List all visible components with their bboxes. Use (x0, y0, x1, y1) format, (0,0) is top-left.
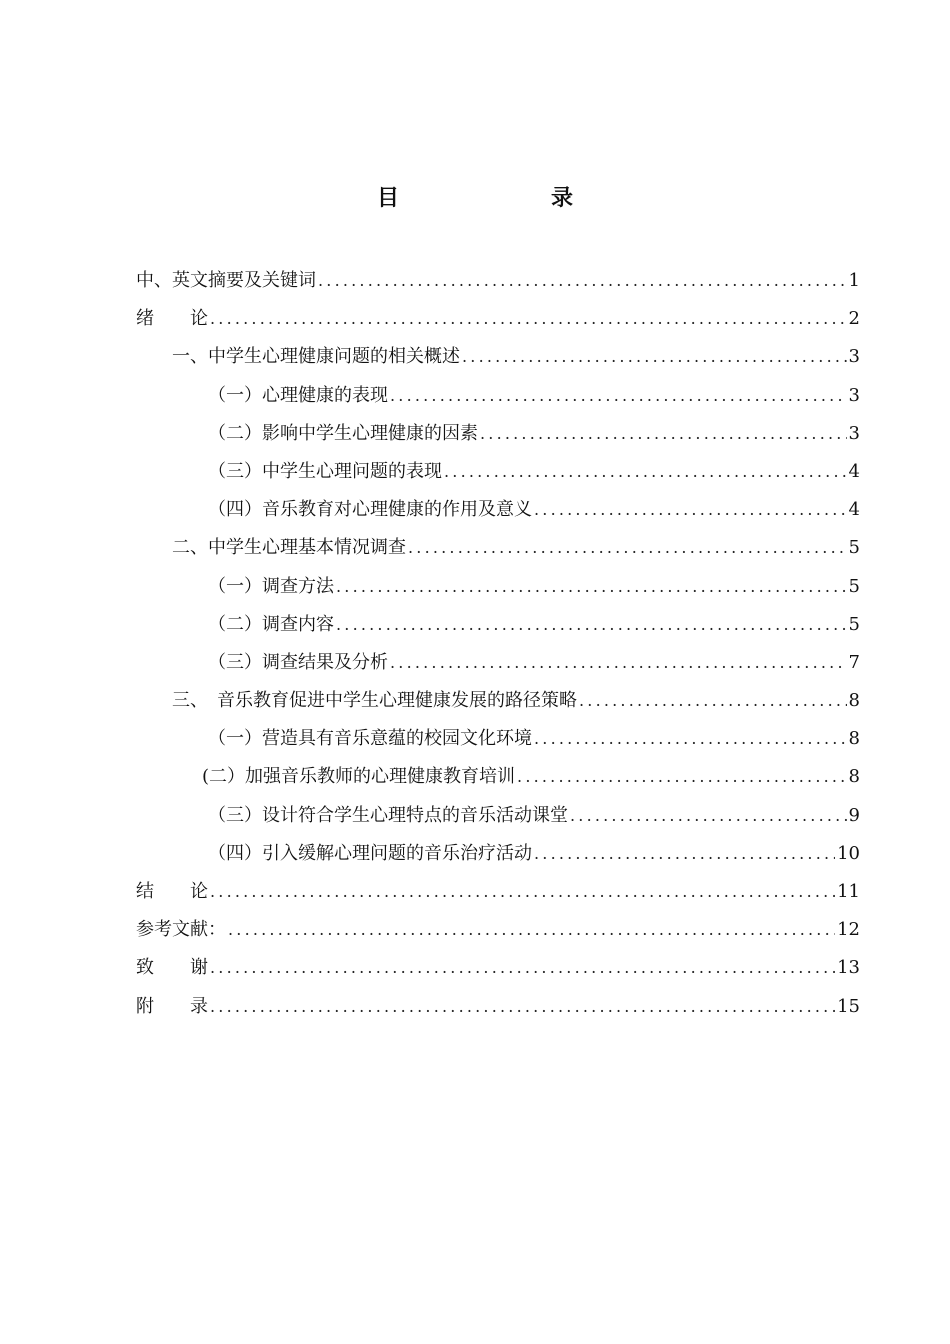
toc-entry[interactable] (136, 415, 860, 453)
toc-entry-page: 12 (837, 919, 860, 941)
toc-entry-page: 2 (848, 308, 860, 330)
toc-entry-label: （二）影响中学生心理健康的因素 (208, 422, 478, 444)
toc-leader-dots (517, 758, 847, 796)
toc-entry[interactable] (136, 720, 860, 758)
toc-entry-label: 一、中学生心理健康问题的相关概述 (172, 346, 460, 368)
toc-entry-page: 3 (848, 346, 860, 368)
toc-entry-page: 9 (848, 804, 860, 826)
toc-leader-dots (210, 988, 835, 1026)
toc-entry[interactable] (136, 949, 860, 987)
toc-entry[interactable] (136, 911, 860, 949)
toc-entry-page: 8 (848, 690, 860, 712)
toc-entry[interactable] (136, 377, 860, 415)
toc-leader-dots (210, 949, 835, 987)
toc-entry[interactable] (136, 300, 860, 338)
toc-entry[interactable] (136, 758, 860, 796)
toc-entry[interactable] (136, 644, 860, 682)
toc-entry-page: 13 (837, 957, 860, 979)
toc-entry-label: （三）中学生心理问题的表现 (208, 460, 442, 482)
toc-entry-page: 15 (837, 995, 860, 1017)
toc-entry-label: （一）营造具有音乐意蕴的校园文化环境 (208, 728, 532, 750)
toc-entry-page: 5 (848, 613, 860, 635)
toc-leader-dots (390, 644, 847, 682)
toc-entry-page: 3 (848, 422, 860, 444)
toc-entry-label: （二）调查内容 (208, 613, 334, 635)
toc-leader-dots (408, 529, 847, 567)
toc-leader-dots (570, 797, 847, 835)
toc-leader-dots (534, 491, 847, 529)
toc-entry-label: （一）心理健康的表现 (208, 384, 388, 406)
toc-title: 目 录 (376, 185, 609, 211)
toc-entry-label: （四）引入缓解心理问题的音乐治疗活动 (208, 842, 532, 864)
toc-entry-page: 4 (848, 460, 860, 482)
toc-leader-dots (210, 300, 847, 338)
toc-leader-dots (318, 262, 847, 300)
toc-entry-label: (二）加强音乐教师的心理健康教育培训 (202, 766, 516, 788)
toc-entry-label: 附 录 (136, 995, 208, 1017)
toc-leader-dots (444, 453, 847, 491)
toc-leader-dots (534, 720, 847, 758)
toc-entry-page: 1 (848, 270, 860, 291)
toc-entry-page: 5 (848, 575, 860, 597)
toc-entry-page: 3 (848, 384, 860, 406)
toc-entry[interactable] (136, 988, 860, 1026)
toc-entry-page: 5 (848, 537, 860, 559)
toc-leader-dots (210, 873, 835, 911)
toc-entry[interactable] (136, 491, 860, 529)
toc-entry[interactable] (136, 453, 860, 491)
toc-entry-page: 11 (837, 881, 860, 902)
toc-entry[interactable] (136, 797, 860, 835)
toc-entry-label: 中、英文摘要及关键词 (136, 270, 316, 291)
toc-entry[interactable] (136, 835, 860, 873)
toc-leader-dots (534, 835, 835, 873)
toc-list (136, 262, 860, 1026)
toc-entry-label: 绪 论 (136, 308, 208, 330)
toc-entry-label: 二、中学生心理基本情况调查 (172, 537, 406, 559)
toc-entry-label: 致 谢 (136, 957, 208, 979)
toc-entry-page: 4 (848, 499, 860, 521)
toc-leader-dots (480, 415, 847, 453)
toc-entry-label: 三、 音乐教育促进中学生心理健康发展的路径策略 (172, 690, 577, 712)
toc-entry-label: （四）音乐教育对心理健康的作用及意义 (208, 499, 532, 521)
toc-leader-dots (462, 338, 847, 376)
toc-entry-label: （三）调查结果及分析 (208, 651, 388, 673)
toc-entry[interactable] (136, 873, 860, 911)
toc-entry-label: 参考文献： (136, 919, 226, 941)
toc-entry[interactable] (136, 682, 860, 720)
toc-entry-page: 10 (837, 842, 860, 864)
toc-entry[interactable] (136, 568, 860, 606)
toc-entry[interactable] (136, 606, 860, 644)
toc-entry[interactable] (136, 529, 860, 567)
toc-leader-dots (390, 377, 847, 415)
toc-entry[interactable] (136, 338, 860, 376)
toc-entry[interactable] (136, 262, 860, 300)
toc-leader-dots (579, 682, 847, 720)
toc-entry-label: （一）调查方法 (208, 575, 334, 597)
toc-leader-dots (336, 606, 847, 644)
toc-entry-page: 8 (848, 766, 860, 788)
toc-entry-label: （三）设计符合学生心理特点的音乐活动课堂 (208, 804, 568, 826)
toc-entry-label: 结 论 (136, 881, 208, 902)
toc-leader-dots (228, 911, 835, 949)
toc-entry-page: 7 (848, 651, 860, 673)
toc-leader-dots (336, 568, 847, 606)
toc-entry-page: 8 (848, 728, 860, 750)
